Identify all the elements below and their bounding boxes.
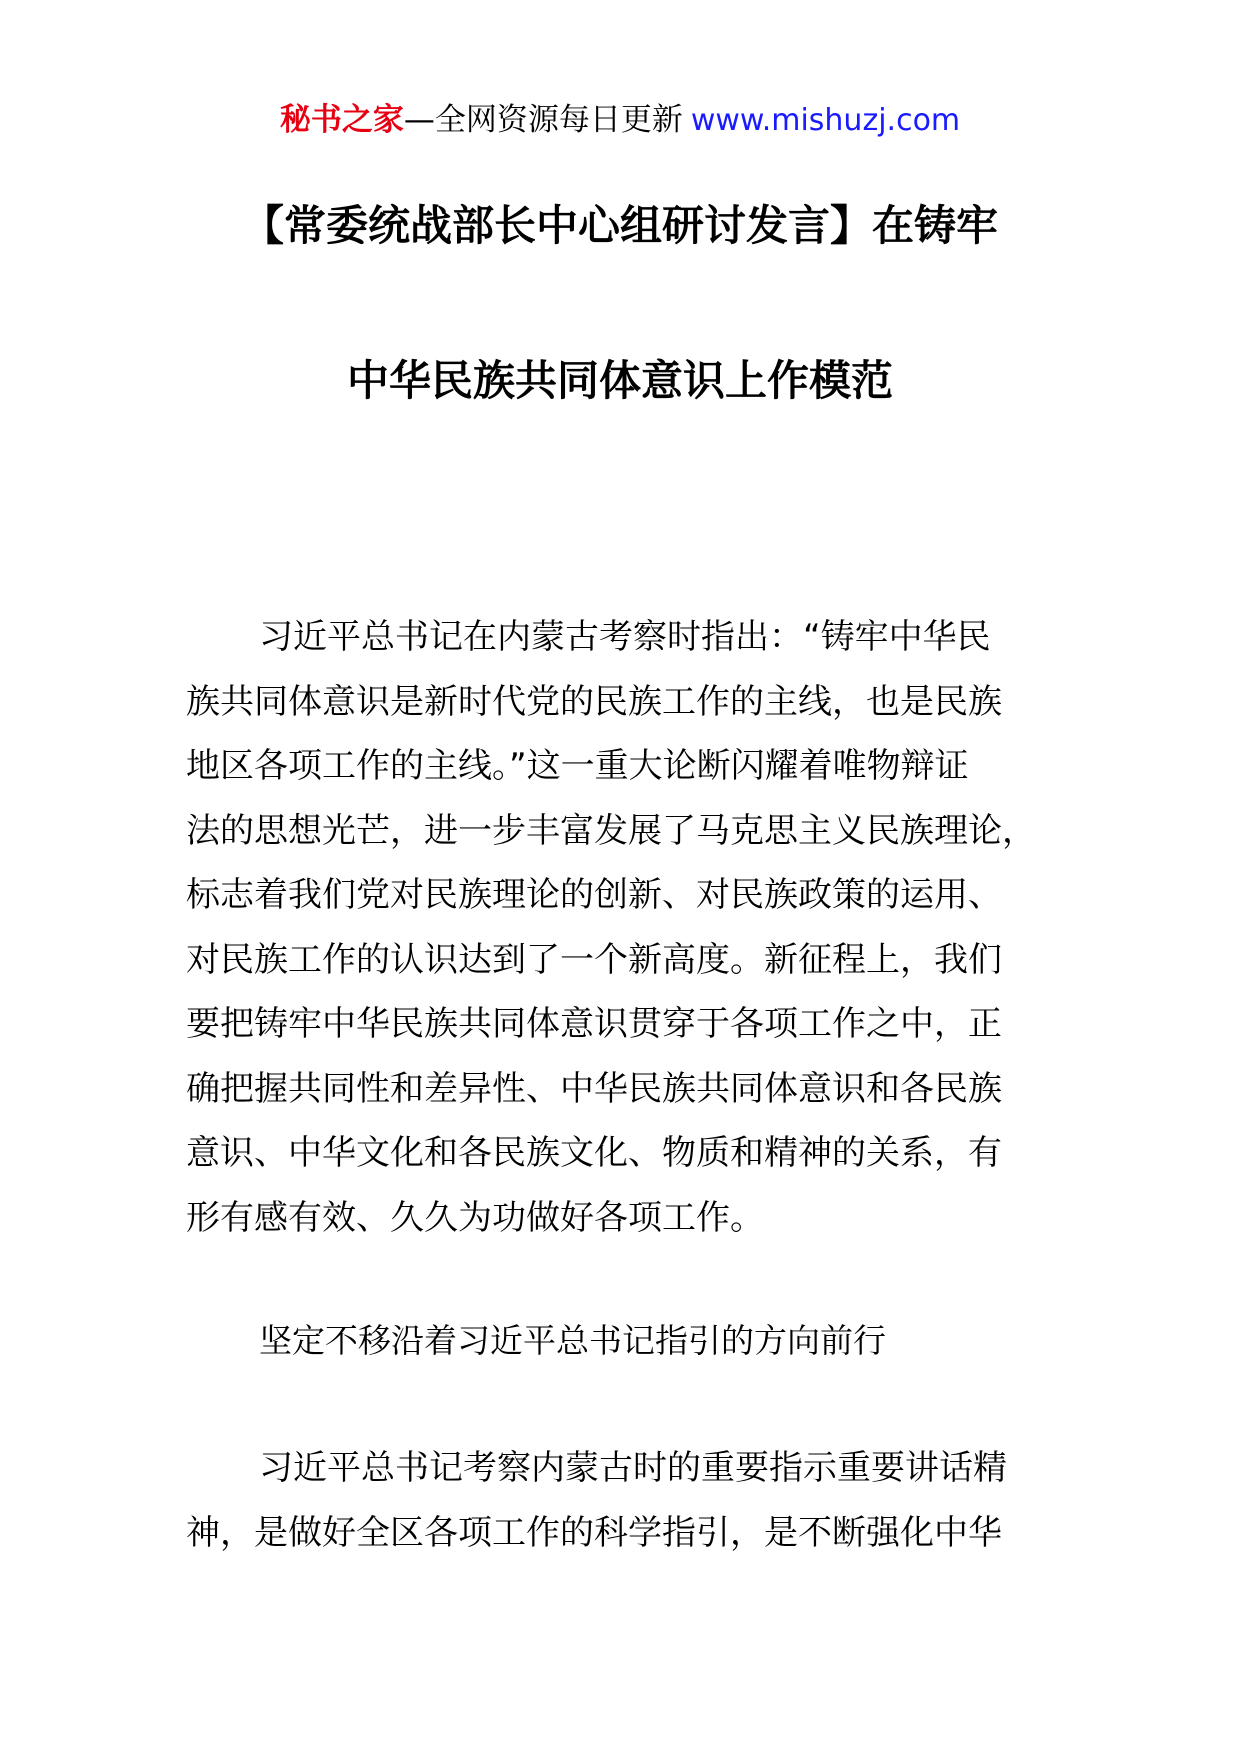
paragraph-line: 标志着我们党对民族理论的创新、对民族政策的运用、 <box>186 875 1002 915</box>
header-tagline: —全网资源每日更新 <box>403 102 683 138</box>
paragraph-line: 习近平总书记在内蒙古考察时指出：“铸牢中华民 <box>259 617 991 657</box>
paragraph-1 <box>186 605 1054 1250</box>
paragraph-line: 习近平总书记考察内蒙古时的重要指示重要讲话精 <box>259 1448 1007 1488</box>
paragraph-line: 法的思想光芒，进一步丰富发展了马克思主义民族理论， <box>186 810 1036 851</box>
site-url-link[interactable]: www.mishuzj.com <box>690 103 961 138</box>
paragraph-line: 神，是做好全区各项工作的科学指引，是不断强化中华 <box>186 1512 1002 1553</box>
paragraph-line: 形有感有效、久久为功做好各项工作。 <box>186 1197 764 1238</box>
brand-name: 秘书之家 <box>279 102 404 138</box>
paragraph-line: 对民族工作的认识达到了一个新高度。新征程上，我们 <box>186 939 1002 980</box>
site-header <box>0 100 1240 141</box>
paragraph-line: 意识、中华文化和各民族文化、物质和精神的关系，有 <box>186 1133 1002 1173</box>
paragraph-line: 要把铸牢中华民族共同体意识贯穿于各项工作之中，正 <box>186 1004 1002 1044</box>
document-title-line-1: 【常委统战部长中心组研讨发言】在铸牢 <box>241 201 998 250</box>
paragraph-2 <box>186 1436 1054 1565</box>
paragraph-line: 族共同体意识是新时代党的民族工作的主线，也是民族 <box>186 681 1002 722</box>
section-heading-1: 坚定不移沿着习近平总书记指引的方向前行 <box>259 1321 886 1360</box>
paragraph-line: 地区各项工作的主线。”这一重大论断闪耀着唯物辩证 <box>186 746 969 786</box>
document-title-line-2: 中华民族共同体意识上作模范 <box>346 356 893 405</box>
paragraph-line: 确把握共同性和差异性、中华民族共同体意识和各民族 <box>186 1068 1002 1109</box>
